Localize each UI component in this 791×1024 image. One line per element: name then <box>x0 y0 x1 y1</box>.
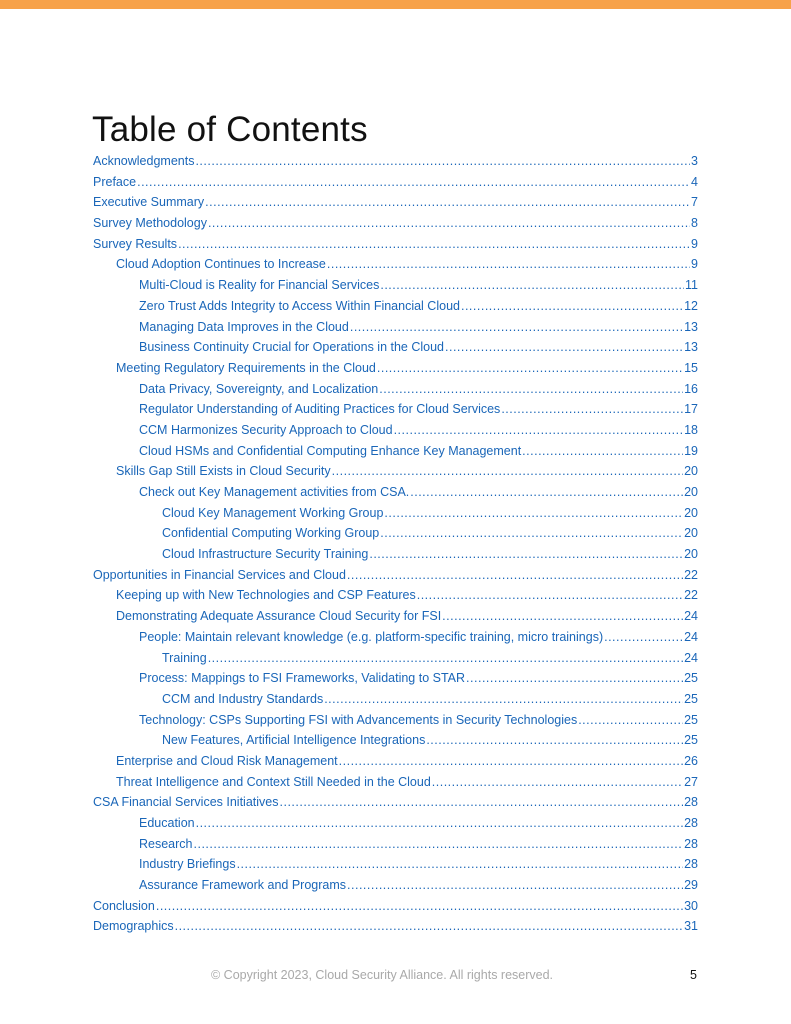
toc-entry-page: 24 <box>684 609 698 624</box>
toc-entry[interactable] <box>93 526 698 547</box>
toc-dot-leader <box>369 547 683 561</box>
toc-dot-leader <box>175 919 684 933</box>
toc-entry[interactable] <box>93 837 698 858</box>
toc-entry-page: 29 <box>684 878 698 893</box>
toc-dot-leader <box>156 899 683 913</box>
toc-entry[interactable] <box>93 733 698 754</box>
toc-entry-page: 18 <box>684 422 698 437</box>
toc-dot-leader <box>432 775 683 789</box>
toc-dot-leader <box>327 257 690 271</box>
toc-dot-leader <box>178 237 690 251</box>
toc-dot-leader <box>445 340 683 354</box>
toc-dot-leader <box>461 299 683 313</box>
toc-entry[interactable] <box>93 754 698 775</box>
toc-dot-leader <box>417 588 683 602</box>
toc-dot-leader <box>380 278 684 292</box>
toc-entry-page: 28 <box>684 816 698 830</box>
toc-entry-title: Training <box>162 650 207 665</box>
toc-entry[interactable] <box>93 423 698 444</box>
toc-dot-leader <box>237 857 684 871</box>
toc-entry-title: Opportunities in Financial Services and Cloud <box>93 567 346 582</box>
page-footer <box>0 966 791 986</box>
toc-entry-page: 11 <box>685 278 698 293</box>
toc-dot-leader <box>196 816 683 830</box>
toc-entry-title: Survey Results <box>93 236 178 251</box>
toc-entry[interactable] <box>93 444 698 465</box>
toc-entry-page: 22 <box>684 567 698 582</box>
toc-dot-leader <box>137 175 690 189</box>
toc-entry-title: Zero Trust Adds Integrity to Access Within Financial Cloud <box>139 298 460 313</box>
toc-entry-page: 9 <box>691 236 698 251</box>
toc-entry-title: People: Maintain relevant knowledge (e.g. platform-specific training, micro trainings) <box>139 629 604 644</box>
toc-dot-leader <box>379 382 683 396</box>
copyright-notice: © Copyright 2023, Cloud Security Alliance. All rights reserved. <box>211 968 554 982</box>
toc-entry-title: Preface <box>93 174 137 189</box>
toc-entry[interactable] <box>93 506 698 527</box>
toc-entry[interactable] <box>93 257 698 278</box>
toc-entry-title: Confidential Computing Working Group <box>162 526 380 541</box>
toc-entry-page: 20 <box>684 547 698 562</box>
toc-entry-page: 7 <box>691 195 698 210</box>
toc-entry-title: Technology: CSPs Supporting FSI with Advancements in Security Technologies <box>139 712 578 727</box>
toc-entry[interactable] <box>93 402 698 423</box>
toc-dot-leader <box>522 444 683 458</box>
toc-dot-leader <box>350 320 683 334</box>
table-of-contents <box>93 154 698 940</box>
toc-entry[interactable] <box>93 857 698 878</box>
toc-entry-page: 26 <box>684 753 698 768</box>
toc-entry[interactable] <box>93 919 698 940</box>
toc-entry-page: 20 <box>684 505 698 520</box>
toc-entry-title: Business Continuity Crucial for Operations in the Cloud <box>139 340 445 355</box>
toc-entry-title: Cloud Adoption Continues to Increase <box>116 257 326 272</box>
toc-entry-page: 25 <box>684 691 698 706</box>
toc-entry-title: Executive Summary <box>93 195 205 210</box>
toc-entry-page: 28 <box>684 795 698 810</box>
toc-entry[interactable] <box>93 630 698 651</box>
toc-dot-leader <box>377 361 683 375</box>
toc-entry-page: 27 <box>684 774 698 789</box>
toc-entry-title: Demonstrating Adequate Assurance Cloud Security for FSI <box>116 609 442 624</box>
toc-entry[interactable] <box>93 361 698 382</box>
toc-dot-leader <box>604 630 683 644</box>
toc-entry-page: 3 <box>691 154 698 168</box>
toc-entry-title: Managing Data Improves in the Cloud <box>139 319 349 334</box>
toc-entry-page: 4 <box>691 174 698 189</box>
toc-dot-leader <box>194 837 684 851</box>
toc-dot-leader <box>208 651 683 665</box>
toc-dot-leader <box>205 195 690 209</box>
toc-entry-page: 15 <box>684 360 698 375</box>
toc-dot-leader <box>380 526 683 540</box>
toc-dot-leader <box>332 464 683 478</box>
toc-entry[interactable] <box>93 795 698 816</box>
toc-entry[interactable] <box>93 320 698 341</box>
toc-entry-title: CCM Harmonizes Security Approach to Cloud <box>139 422 393 437</box>
toc-entry-title: Demographics <box>93 919 174 934</box>
toc-entry[interactable] <box>93 899 698 920</box>
toc-entry-page: 9 <box>691 257 698 272</box>
toc-entry[interactable] <box>93 547 698 568</box>
toc-entry-title: Industry Briefings <box>139 857 236 872</box>
toc-entry-title: Conclusion <box>93 898 155 913</box>
toc-dot-leader <box>324 692 683 706</box>
toc-entry[interactable] <box>93 588 698 609</box>
toc-entry-page: 8 <box>691 216 698 231</box>
toc-entry-page: 19 <box>684 443 698 458</box>
toc-entry-title: Cloud Infrastructure Security Training <box>162 547 369 562</box>
toc-entry-page: 17 <box>684 402 698 417</box>
toc-entry[interactable] <box>93 216 698 237</box>
toc-dot-leader <box>442 609 683 623</box>
toc-dot-leader <box>426 733 683 747</box>
toc-entry-page: 16 <box>684 381 698 396</box>
toc-dot-leader <box>501 402 683 416</box>
toc-entry[interactable] <box>93 671 698 692</box>
toc-entry[interactable] <box>93 485 698 506</box>
toc-entry-page: 13 <box>684 340 698 355</box>
toc-dot-leader <box>195 154 690 168</box>
toc-entry[interactable] <box>93 775 698 796</box>
toc-entry[interactable] <box>93 278 698 299</box>
toc-dot-leader <box>410 485 683 499</box>
toc-entry-title: CCM and Industry Standards <box>162 691 324 706</box>
toc-entry[interactable] <box>93 692 698 713</box>
toc-entry[interactable] <box>93 237 698 258</box>
toc-dot-leader <box>339 754 683 768</box>
accent-top-bar <box>0 0 791 9</box>
toc-entry[interactable] <box>93 195 698 216</box>
toc-entry-title: Threat Intelligence and Context Still Needed in the Cloud <box>116 774 431 789</box>
toc-entry[interactable] <box>93 382 698 403</box>
toc-entry-title: Enterprise and Cloud Risk Management <box>116 753 338 768</box>
toc-entry-title: Multi-Cloud is Reality for Financial Services <box>139 278 380 293</box>
toc-entry-title: Check out Key Management activities from CSA. <box>139 485 410 499</box>
toc-dot-leader <box>384 506 683 520</box>
toc-entry-page: 25 <box>684 671 698 686</box>
toc-entry[interactable] <box>93 568 698 589</box>
toc-entry-page: 13 <box>684 319 698 334</box>
toc-entry-page: 28 <box>684 836 698 851</box>
toc-dot-leader <box>208 216 690 230</box>
toc-entry-page: 12 <box>684 298 698 313</box>
toc-entry-title: Cloud Key Management Working Group <box>162 505 384 520</box>
toc-entry[interactable] <box>93 816 698 837</box>
toc-entry[interactable] <box>93 175 698 196</box>
toc-entry[interactable] <box>93 878 698 899</box>
toc-entry-title: Cloud HSMs and Confidential Computing Enhance Key Management <box>139 443 522 458</box>
toc-entry-page: 22 <box>684 588 698 603</box>
toc-entry[interactable] <box>93 651 698 672</box>
toc-entry-title: Regulator Understanding of Auditing Practices for Cloud Services <box>139 402 501 417</box>
page-title: Table of Contents <box>92 110 368 150</box>
toc-dot-leader <box>466 671 683 685</box>
toc-entry-title: Process: Mappings to FSI Frameworks, Validating to STAR <box>139 671 466 686</box>
toc-entry-page: 31 <box>684 919 698 934</box>
toc-entry-title: Education <box>139 816 195 830</box>
toc-entry-title: Skills Gap Still Exists in Cloud Security <box>116 464 331 479</box>
toc-entry-page: 20 <box>684 485 698 499</box>
toc-entry-page: 24 <box>684 650 698 665</box>
toc-dot-leader <box>394 423 684 437</box>
toc-entry-page: 20 <box>684 464 698 479</box>
toc-dot-leader <box>578 713 683 727</box>
toc-entry[interactable] <box>93 340 698 361</box>
toc-entry-page: 24 <box>684 629 698 644</box>
toc-entry-title: New Features, Artificial Intelligence Integrations <box>162 733 426 748</box>
toc-entry-page: 30 <box>684 898 698 913</box>
toc-entry-page: 28 <box>684 857 698 872</box>
toc-entry-page: 25 <box>684 733 698 748</box>
toc-entry-title: Keeping up with New Technologies and CSP Features <box>116 588 416 603</box>
toc-entry-page: 20 <box>684 526 698 541</box>
toc-entry-title: Survey Methodology <box>93 216 207 231</box>
toc-entry-title: Meeting Regulatory Requirements in the Cloud <box>116 360 376 375</box>
toc-dot-leader <box>347 568 683 582</box>
toc-entry[interactable] <box>93 154 698 175</box>
toc-entry-title: Data Privacy, Sovereignty, and Localization <box>139 381 379 396</box>
toc-entry-page: 25 <box>684 712 698 727</box>
toc-dot-leader <box>280 795 684 809</box>
toc-entry[interactable] <box>93 464 698 485</box>
toc-entry-title: Acknowledgments <box>93 154 195 168</box>
toc-entry[interactable] <box>93 609 698 630</box>
page-number: 5 <box>690 968 697 982</box>
toc-entry[interactable] <box>93 713 698 734</box>
toc-entry-title: Research <box>139 836 193 851</box>
toc-entry-title: CSA Financial Services Initiatives <box>93 795 279 810</box>
toc-dot-leader <box>347 878 683 892</box>
toc-entry-title: Assurance Framework and Programs <box>139 878 347 893</box>
toc-entry[interactable] <box>93 299 698 320</box>
